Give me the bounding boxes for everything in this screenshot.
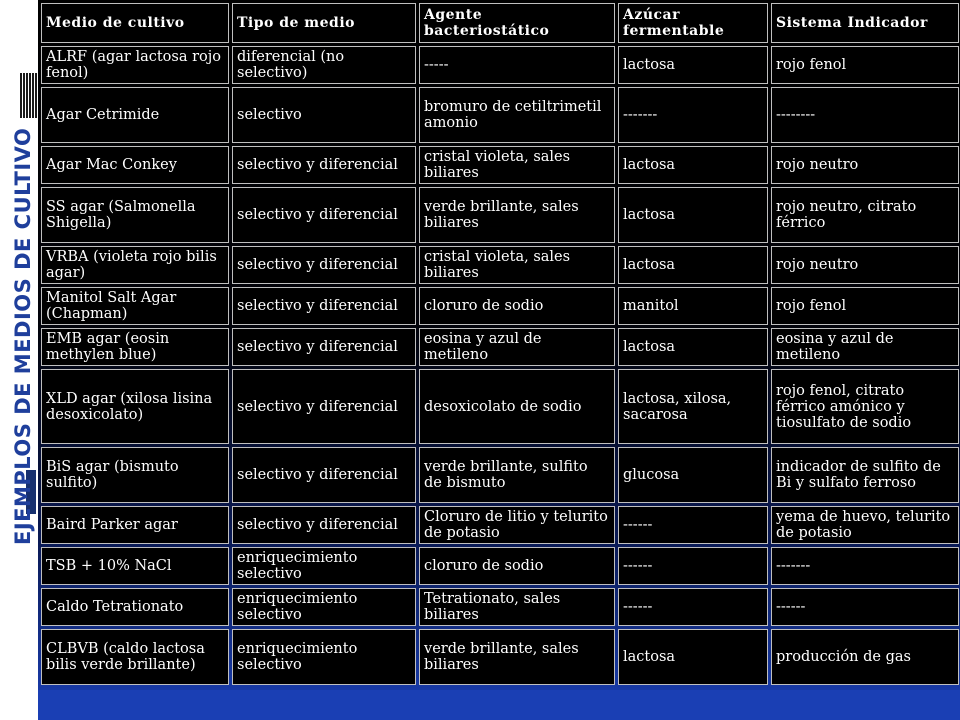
slide-bottom-strip bbox=[38, 690, 960, 720]
table-row bbox=[41, 328, 959, 366]
cell-tipo: selectivo y diferencial bbox=[232, 328, 416, 366]
cell-tipo: selectivo y diferencial bbox=[232, 447, 416, 503]
cell-medio: TSB + 10% NaCl bbox=[41, 547, 229, 585]
cell-agente: desoxicolato de sodio bbox=[419, 369, 615, 443]
cell-agente: ----- bbox=[419, 46, 615, 84]
cell-tipo: diferencial (no selectivo) bbox=[232, 46, 416, 84]
table-row bbox=[41, 146, 959, 184]
cell-azucar: lactosa bbox=[618, 246, 768, 284]
table-body bbox=[41, 46, 959, 685]
cell-tipo: enriquecimiento selectivo bbox=[232, 547, 416, 585]
cell-agente: Tetrationato, sales biliares bbox=[419, 588, 615, 626]
cell-medio: CLBVB (caldo lactosa bilis verde brillante) bbox=[41, 629, 229, 685]
cell-agente: cristal violeta, sales biliares bbox=[419, 246, 615, 284]
table-row bbox=[41, 369, 959, 443]
cell-azucar: ------ bbox=[618, 547, 768, 585]
cell-agente: verde brillante, sulfito de bismuto bbox=[419, 447, 615, 503]
table-row bbox=[41, 588, 959, 626]
cell-tipo: selectivo bbox=[232, 87, 416, 143]
cell-azucar: ------- bbox=[618, 87, 768, 143]
cell-azucar: glucosa bbox=[618, 447, 768, 503]
header-azucar-fermentable: Azúcar fermentable bbox=[618, 3, 768, 43]
cell-medio: Baird Parker agar bbox=[41, 506, 229, 544]
cell-agente: cloruro de sodio bbox=[419, 547, 615, 585]
header-tipo-de-medio: Tipo de medio bbox=[232, 3, 416, 43]
cell-indicador: -------- bbox=[771, 87, 959, 143]
culture-media-table bbox=[38, 0, 960, 688]
table-row bbox=[41, 46, 959, 84]
cell-indicador: rojo neutro bbox=[771, 246, 959, 284]
cell-medio: Agar Cetrimide bbox=[41, 87, 229, 143]
cell-indicador: yema de huevo, telurito de potasio bbox=[771, 506, 959, 544]
cell-tipo: selectivo y diferencial bbox=[232, 506, 416, 544]
cell-agente: cloruro de sodio bbox=[419, 287, 615, 325]
cell-indicador: rojo fenol, citrato férrico amónico y tiosulfato de sodio bbox=[771, 369, 959, 443]
cell-medio: VRBA (violeta rojo bilis agar) bbox=[41, 246, 229, 284]
cell-indicador: ------ bbox=[771, 588, 959, 626]
cell-medio: Caldo Tetrationato bbox=[41, 588, 229, 626]
cell-azucar: ------ bbox=[618, 506, 768, 544]
cell-medio: EMB agar (eosin methylen blue) bbox=[41, 328, 229, 366]
cell-tipo: enriquecimiento selectivo bbox=[232, 629, 416, 685]
cell-indicador: rojo fenol bbox=[771, 287, 959, 325]
cell-indicador: rojo neutro, citrato férrico bbox=[771, 187, 959, 243]
table-row bbox=[41, 187, 959, 243]
cell-medio: Manitol Salt Agar (Chapman) bbox=[41, 287, 229, 325]
header-agente-bacteriostatico: Agente bacteriostático bbox=[419, 3, 615, 43]
cell-tipo: selectivo y diferencial bbox=[232, 369, 416, 443]
header-sistema-indicador: Sistema Indicador bbox=[771, 3, 959, 43]
cell-medio: ALRF (agar lactosa rojo fenol) bbox=[41, 46, 229, 84]
cell-agente: bromuro de cetiltrimetil amonio bbox=[419, 87, 615, 143]
table-row bbox=[41, 447, 959, 503]
cell-azucar: lactosa, xilosa, sacarosa bbox=[618, 369, 768, 443]
cell-azucar: lactosa bbox=[618, 187, 768, 243]
table-row bbox=[41, 506, 959, 544]
cell-indicador: rojo fenol bbox=[771, 46, 959, 84]
cell-tipo: selectivo y diferencial bbox=[232, 287, 416, 325]
table-row bbox=[41, 287, 959, 325]
cell-azucar: lactosa bbox=[618, 328, 768, 366]
cell-medio: SS agar (Salmonella Shigella) bbox=[41, 187, 229, 243]
cell-azucar: lactosa bbox=[618, 146, 768, 184]
cell-indicador: indicador de sulfito de Bi y sulfato ferroso bbox=[771, 447, 959, 503]
cell-azucar: ------ bbox=[618, 588, 768, 626]
cell-indicador: producción de gas bbox=[771, 629, 959, 685]
cell-agente: cristal violeta, sales biliares bbox=[419, 146, 615, 184]
cell-tipo: enriquecimiento selectivo bbox=[232, 588, 416, 626]
table-row bbox=[41, 547, 959, 585]
header-row bbox=[41, 3, 959, 43]
cell-agente: verde brillante, sales biliares bbox=[419, 629, 615, 685]
table-row bbox=[41, 87, 959, 143]
cell-azucar: manitol bbox=[618, 287, 768, 325]
cell-indicador: rojo neutro bbox=[771, 146, 959, 184]
cell-agente: eosina y azul de metileno bbox=[419, 328, 615, 366]
cell-agente: verde brillante, sales biliares bbox=[419, 187, 615, 243]
cell-azucar: lactosa bbox=[618, 629, 768, 685]
cell-medio: XLD agar (xilosa lisina desoxicolato) bbox=[41, 369, 229, 443]
cell-medio: BiS agar (bismuto sulfito) bbox=[41, 447, 229, 503]
slide-title: EJEMPLOS DE MEDIOS DE CULTIVO bbox=[11, 127, 35, 545]
cell-indicador: eosina y azul de metileno bbox=[771, 328, 959, 366]
cell-tipo: selectivo y diferencial bbox=[232, 246, 416, 284]
cell-agente: Cloruro de litio y telurito de potasio bbox=[419, 506, 615, 544]
table-row bbox=[41, 629, 959, 685]
table-header bbox=[41, 3, 959, 43]
cell-tipo: selectivo y diferencial bbox=[232, 146, 416, 184]
table-row bbox=[41, 246, 959, 284]
cell-medio: Agar Mac Conkey bbox=[41, 146, 229, 184]
cell-indicador: ------- bbox=[771, 547, 959, 585]
cell-tipo: selectivo y diferencial bbox=[232, 187, 416, 243]
cell-azucar: lactosa bbox=[618, 46, 768, 84]
header-medio-de-cultivo: Medio de cultivo bbox=[41, 3, 229, 43]
